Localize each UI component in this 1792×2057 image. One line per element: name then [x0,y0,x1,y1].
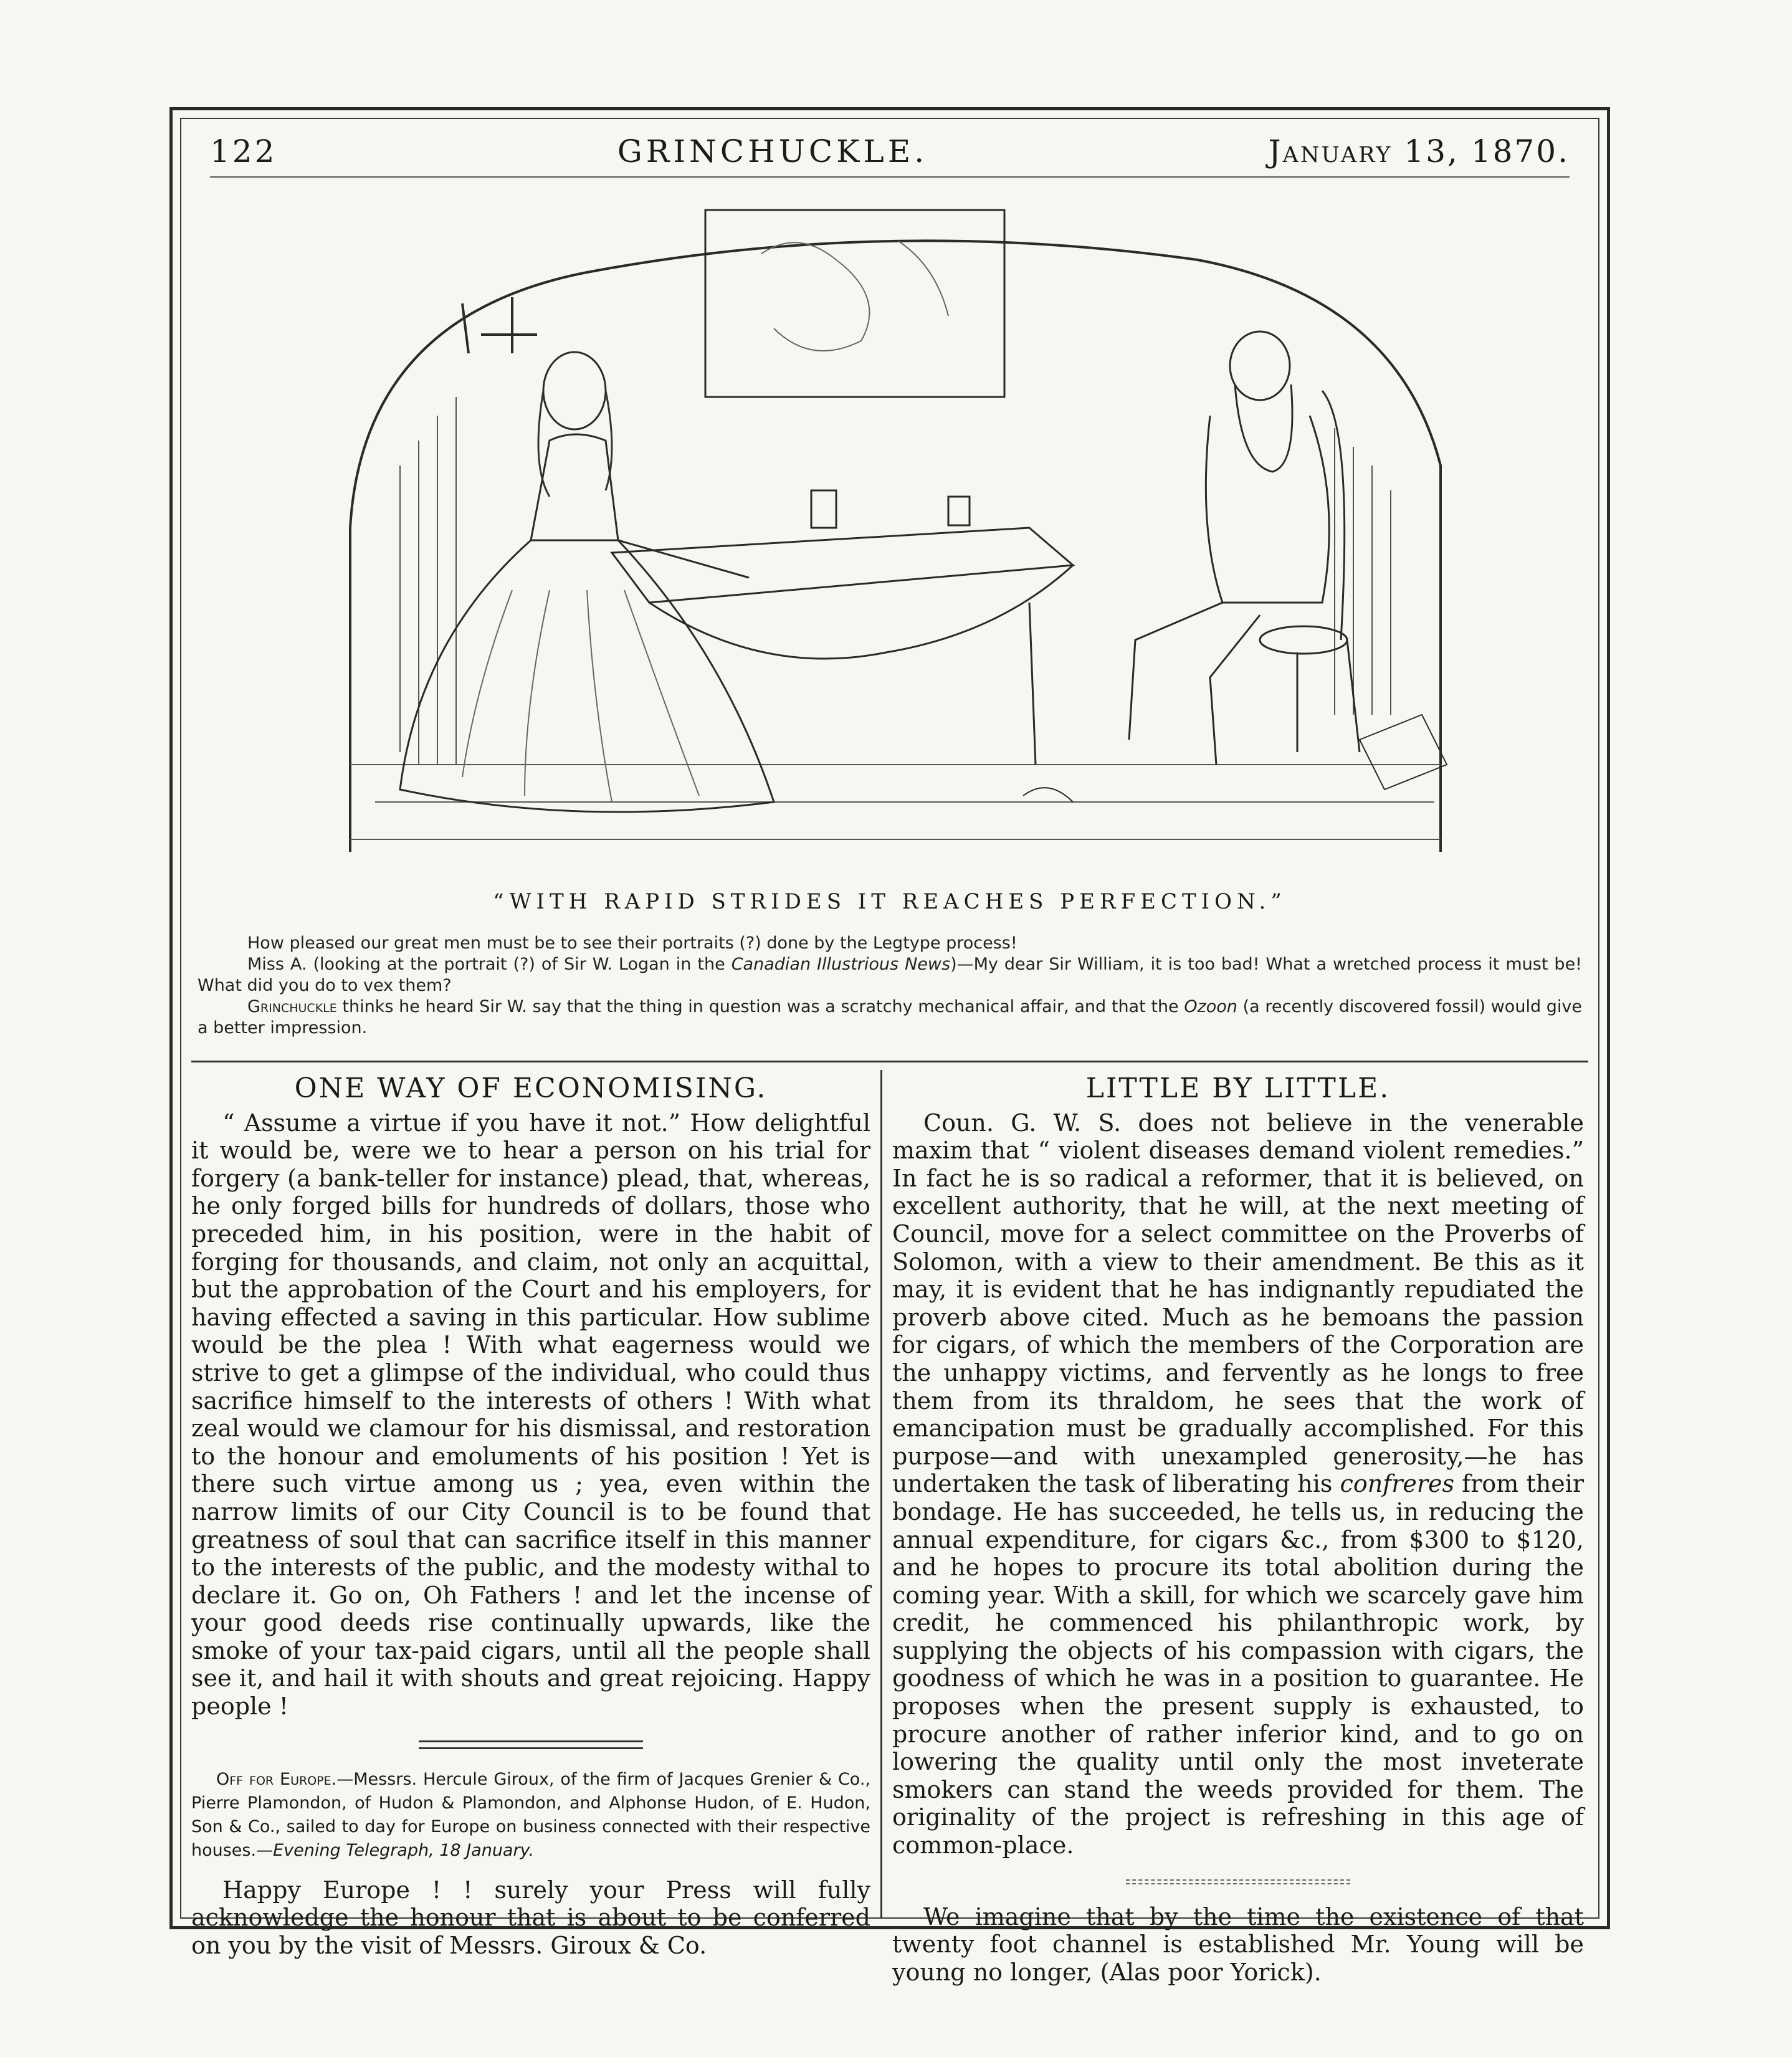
notice-source: Evening Telegraph, 18 January. [273,1840,535,1860]
caption-text: (a recently discovered fossil) would give a better impression. [198,997,1582,1038]
notice-block [191,1768,870,1863]
page-header [210,126,1570,178]
cartoon-caption [198,933,1582,1039]
closing-paragraph: Happy Europe ! ! surely your Press will fully acknowledge the honour that is about to be conferred on you by the visit of Messrs. Giroux & Co. [191,1876,870,1959]
page-frame [169,107,1610,1986]
article-body [892,1109,1584,1859]
caption-smallcaps: Grinchuckle [247,997,337,1016]
caption-italic: Canadian Illustrious News [731,955,951,974]
closing-paragraph: We imagine that by the time the existence of that twenty foot channel is established Mr. Young will be young no longer, (Alas poor Yorick). [892,1902,1584,1986]
column-divider [880,1070,882,1917]
caption-line [198,996,1582,1039]
caption-text: How pleased our great men must be to see their portraits (?) done by the Legtype process! [247,933,1018,953]
notice-body: —Messrs. Hercule Giroux, of the firm of Jacques Grenier & Co., Pierre Plamondon, of Hudon & Plamondon, and Alphonse Hudon, of E. Hudon, Son & Co., sailed to day for Europe on business connected with their respective houses.— [191,1769,870,1860]
page-number: 122 [210,133,277,169]
caption-italic: Ozoon [1184,997,1237,1016]
notice-smallcaps: Off for Europe. [216,1769,337,1789]
caption-line [198,954,1582,996]
caption-line [198,933,1582,954]
caption-text: Miss A. (looking at the portrait (?) of Sir W. Logan in the [247,955,732,974]
masthead-title: GRINCHUCKLE. [617,133,928,169]
body-text: Coun. G. W. S. does not believe in the venerable maxim that “ violent diseases demand violent remedies.” In fact he is so radical a reformer, that it is believed, on excellent authority, that he will, at the next meeting of Council, move for a select committee on the Proverbs of Solomon, with a view to their amendment. Be this as it may, it is evident that he has indignantly repudiated the proverb above cited. Much as he bemoans the passion for cigars, of which the members of the Corporation are the unhappy victims, and fervently as he longs to free them from its thraldom, he sees that the work of emancipation must be gradually accomplished. For this purpose—and with unexampled generosity,—he has undertaken the task of liberating his [892,1109,1584,1498]
cartoon-title: “WITH RAPID STRIDES IT REACHES PERFECTION.” [493,889,1287,914]
notice-text [191,1768,870,1863]
issue-date: January 13, 1870. [1268,133,1570,169]
short-rule [1126,1879,1350,1884]
left-column [191,1072,870,1959]
article-heading: ONE WAY OF ECONOMISING. [294,1072,768,1104]
article-body: “ Assume a virtue if you have it not.” How delightful it would be, were we to hear a person on his trial for forgery (a bank-teller for instance) plead, that, whereas, he only forged bills for hundreds of dollars, those who preceded him, in his position, were in the habit of forging for thousands, and claim, not only an acquittal, but the approbation of the Court and his employers, for having effected a saving in this particular. How sublime would be the plea ! With what eagerness would we strive to get a glimpse of the individual, who could thus sacrifice himself to the interests of others ! With what zeal would we clamour for his dismissal, and restoration to the honour and emoluments of his position ! Yet is there such virtue among us ; yea, even within the narrow limits of our City Council is to be found that greatness of soul that can sacrifice itself in this manner to the interests of the public, and the modesty withal to declare it. Go on, Oh Fathers ! and let the incense of your good deeds rise continually upwards, like the smoke of your tax-paid cigars, until all the people shall see it, and hail it with shouts and great rejoicing. Happy people ! [191,1109,870,1721]
article-heading: LITTLE BY LITTLE. [1085,1072,1391,1104]
right-column [892,1072,1584,1986]
body-italic: confreres [1340,1470,1455,1498]
caption-text: )—My dear Sir William, it is too bad! What a wretched process it must be! What did you do to vex them? [198,955,1582,995]
body-text: from their bondage. He has succeeded, he tells us, in reducing the annual expenditure, for cigars &c., from $300 to $120, and he hopes to procure its total abolition during the coming year. With a skill, for which we scarcely gave him credit, he commenced his philanthropic work, by supplying the objects of his compassion with cigars, the goodness of which he was in a position to guarantee. He proposes when the present supply is exhausted, to procure another of rather inferior kind, and to go on lowering the quality until only the most inveterate smokers can stand the weeds provided for them. The originality of the project is refreshing in this age of common-place. [892,1470,1584,1859]
caption-text: thinks he heard Sir W. say that the thing in question was a scratchy mechanical affair, and that the [336,997,1184,1016]
section-rule [191,1061,1588,1062]
short-rule [419,1740,643,1749]
cartoon-illustration [325,204,1466,871]
